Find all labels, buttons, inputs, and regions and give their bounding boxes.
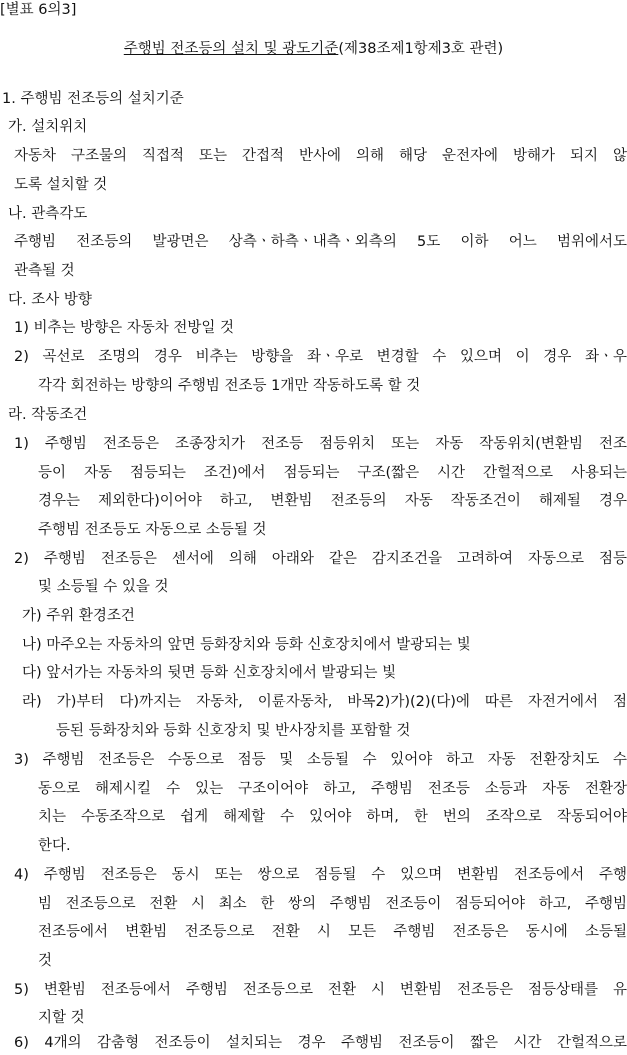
sub-list-item: 라) 가)부터 다)까지는 자동차, 이륜자동차, 바목2)가)(2)(다)에 따른 자전거에서 점	[22, 694, 627, 710]
list-item-continuation: 전조등에서 변환빔 전조등으로 전환 시 모든 주행빔 전조등은 동시에 소등될	[38, 924, 627, 940]
annex-label: [별표 6의3]	[0, 2, 77, 18]
list-item: 2) 곡선로 조명의 경우 비추는 방향을 좌ㆍ우로 변경할 수 있으며 이 경우 좌ㆍ우	[14, 349, 627, 365]
section-heading: 1. 주행빔 전조등의 설치기준	[2, 91, 184, 107]
list-item-continuation: 각각 회전하는 방향의 주행빔 전조등 1개만 작동하도록 할 것	[38, 378, 421, 394]
list-item: 5) 변환빔 전조등에서 주행빔 전조등으로 전환 시 변환빔 전조등은 점등상태를 유	[14, 982, 627, 998]
list-item-continuation: 것	[38, 953, 53, 969]
list-item-continuation: 등이 자동 점등되는 조건)에서 점등되는 구조(짧은 시간 간헐적으로 사용되는	[38, 465, 627, 481]
body-line: 관측될 것	[14, 263, 75, 279]
list-item: 3) 주행빔 전조등은 수동으로 점등 및 소등될 수 있어야 하고 자동 전환장치도 수	[14, 752, 627, 768]
list-item-continuation: 빔 전조등으로 전환 시 최소 한 쌍의 주행빔 전조등이 점등되어야 하고, 주행빔	[38, 896, 627, 912]
sub-list-item: 나) 마주오는 자동차의 앞면 등화장치와 등화 신호장치에서 발광되는 빛	[22, 637, 471, 653]
list-item-continuation: 경우는 제외한다)이어야 하고, 변환빔 전조등의 자동 작동조건이 해제될 경우	[38, 493, 627, 509]
title-main: 주행빔 전조등의 설치 및 광도기준	[123, 41, 339, 57]
list-item-continuation: 지할 것	[38, 1010, 85, 1026]
list-item: 4) 주행빔 전조등은 동시 또는 쌍으로 점등될 수 있으며 변환빔 전조등에서 주행	[14, 867, 627, 883]
sub-list-item: 가) 주위 환경조건	[22, 608, 135, 624]
list-item-continuation: 치는 수동조작으로 쉽게 해제할 수 있어야 하며, 한 번의 조작으로 작동되어야	[38, 809, 627, 825]
list-item: 2) 주행빔 전조등은 센서에 의해 아래와 같은 감지조건을 고려하여 자동으로 점등	[14, 551, 627, 567]
list-item-continuation: 동으로 해제시킬 수 있는 구조이어야 하고, 주행빔 전조등 소등과 자동 전환장	[38, 781, 627, 797]
list-item: 1) 주행빔 전조등은 조종장치가 전조등 점등위치 또는 자동 작동위치(변환빔 전조	[14, 436, 627, 452]
subsection-heading: 라. 작동조건	[8, 407, 88, 423]
subsection-heading: 가. 설치위치	[8, 119, 88, 135]
list-item-continuation: 주행빔 전조등도 자동으로 소등될 것	[38, 522, 267, 538]
list-item: 6) 4개의 감춤형 전조등이 설치되는 경우 주행빔 전조등이 짧은 시간 간헐적으로	[14, 1035, 627, 1051]
body-line: 자동차 구조물의 직접적 또는 간접적 반사에 의해 해당 운전자에 방해가 되지 않	[14, 148, 627, 164]
subsection-heading: 나. 관측각도	[8, 206, 88, 222]
subsection-heading: 다. 조사 방향	[8, 292, 92, 308]
sub-list-item: 다) 앞서가는 자동차의 뒷면 등화 신호장치에서 발광되는 빛	[22, 665, 397, 681]
sub-list-item-continuation: 등된 등화장치와 등화 신호장치 및 반사장치를 포함할 것	[56, 723, 411, 739]
body-line: 도록 설치할 것	[14, 177, 108, 193]
list-item-continuation: 및 소등될 수 있을 것	[38, 579, 169, 595]
list-item: 1) 비추는 방향은 자동차 전방일 것	[14, 320, 235, 336]
title-reference: (제38조제1항제3호 관련)	[338, 41, 504, 57]
body-line: 주행빔 전조등의 발광면은 상측ㆍ하측ㆍ내측ㆍ외측의 5도 이하 어느 범위에서도	[14, 234, 627, 250]
list-item-continuation: 한다.	[38, 838, 71, 854]
document-title	[0, 39, 627, 59]
